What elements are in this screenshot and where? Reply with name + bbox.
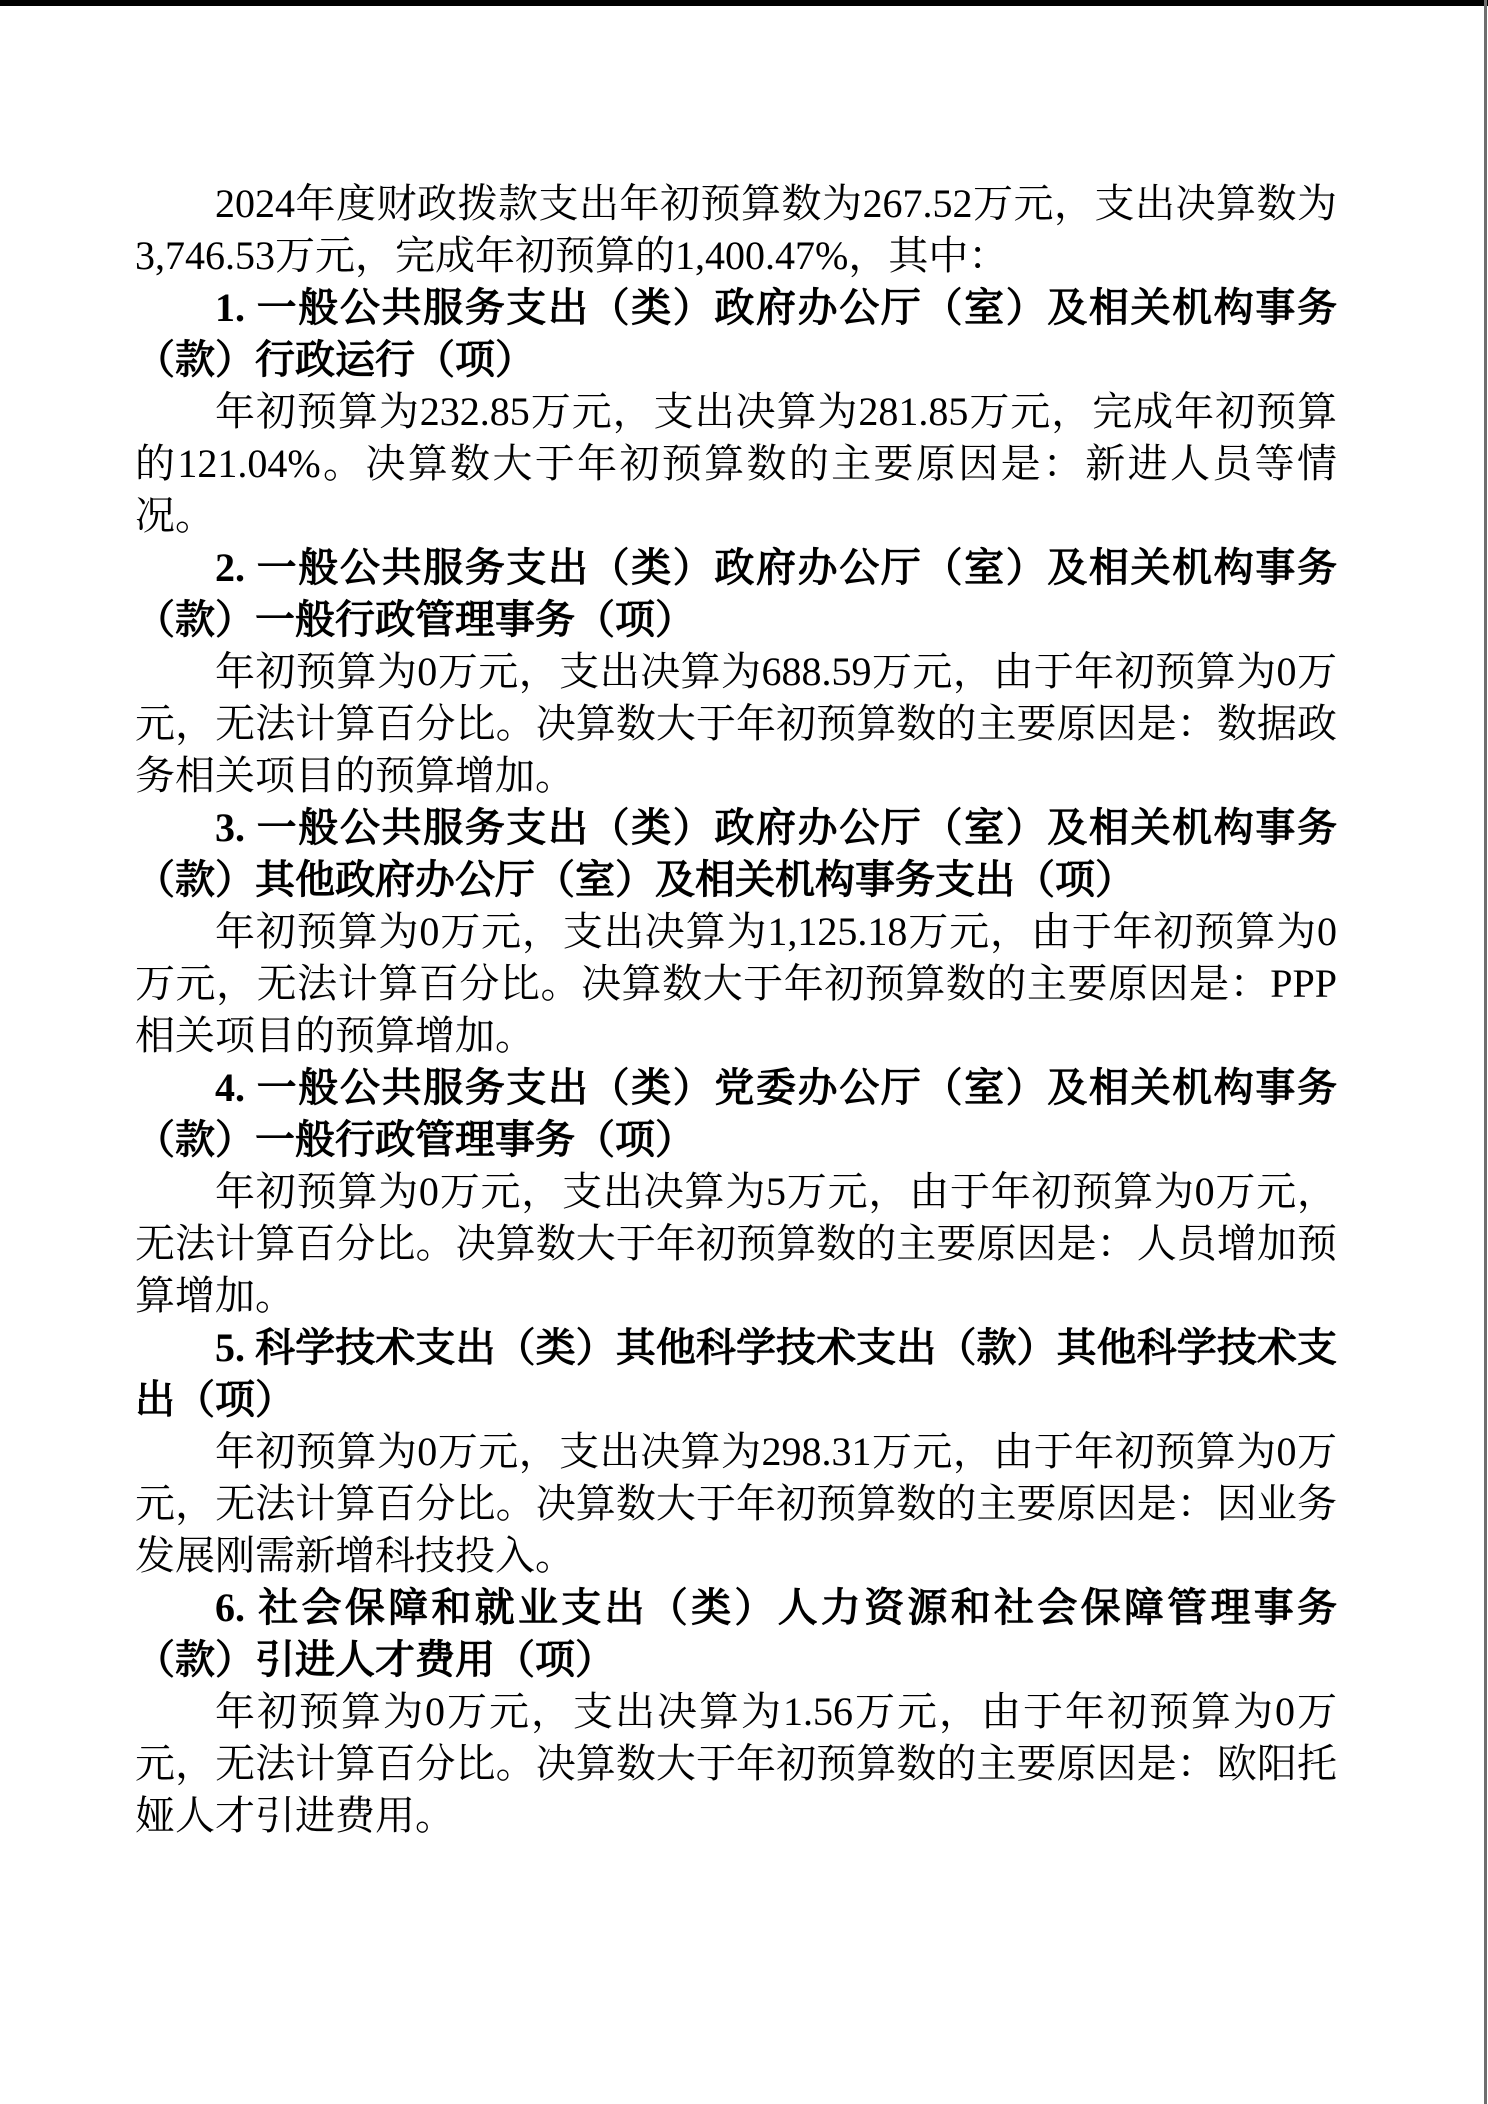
document-content	[135, 178, 1337, 1842]
section-body: 年初预算为0万元，支出决算为5万元，由于年初预算为0万元，无法计算百分比。决算数大于年初预算数的主要原因是：人员增加预算增加。	[135, 1169, 1337, 1318]
scan-right-border	[1484, 0, 1487, 2104]
sections-container	[135, 282, 1337, 1842]
section-body: 年初预算为0万元，支出决算为688.59万元，由于年初预算为0万元，无法计算百分比。决算数大于年初预算数的主要原因是：数据政务相关项目的预算增加。	[135, 649, 1337, 798]
section-heading: 1. 一般公共服务支出（类）政府办公厅（室）及相关机构事务（款）行政运行（项）	[135, 285, 1337, 382]
section-body: 年初预算为0万元，支出决算为1.56万元，由于年初预算为0万元，无法计算百分比。决算数大于年初预算数的主要原因是：欧阳托娅人才引进费用。	[135, 1689, 1337, 1838]
section-heading: 3. 一般公共服务支出（类）政府办公厅（室）及相关机构事务（款）其他政府办公厅（室）及相关机构事务支出（项）	[135, 805, 1337, 902]
section-body: 年初预算为0万元，支出决算为1,125.18万元，由于年初预算为0万元，无法计算百分比。决算数大于年初预算数的主要原因是：PPP相关项目的预算增加。	[135, 909, 1337, 1058]
section-heading: 4. 一般公共服务支出（类）党委办公厅（室）及相关机构事务（款）一般行政管理事务（项）	[135, 1065, 1337, 1162]
scan-top-border	[0, 0, 1488, 6]
section-heading: 6. 社会保障和就业支出（类）人力资源和社会保障管理事务（款）引进人才费用（项）	[135, 1585, 1337, 1682]
section-heading: 5. 科学技术支出（类）其他科学技术支出（款）其他科学技术支出（项）	[135, 1325, 1337, 1422]
section-heading: 2. 一般公共服务支出（类）政府办公厅（室）及相关机构事务（款）一般行政管理事务（项）	[135, 545, 1337, 642]
section-body: 年初预算为232.85万元，支出决算为281.85万元，完成年初预算的121.04%。决算数大于年初预算数的主要原因是：新进人员等情况。	[135, 389, 1337, 538]
intro-paragraph: 2024年度财政拨款支出年初预算数为267.52万元，支出决算数为3,746.53万元，完成年初预算的1,400.47%，其中：	[135, 181, 1337, 278]
section-body: 年初预算为0万元，支出决算为298.31万元，由于年初预算为0万元，无法计算百分比。决算数大于年初预算数的主要原因是：因业务发展刚需新增科技投入。	[135, 1429, 1337, 1578]
